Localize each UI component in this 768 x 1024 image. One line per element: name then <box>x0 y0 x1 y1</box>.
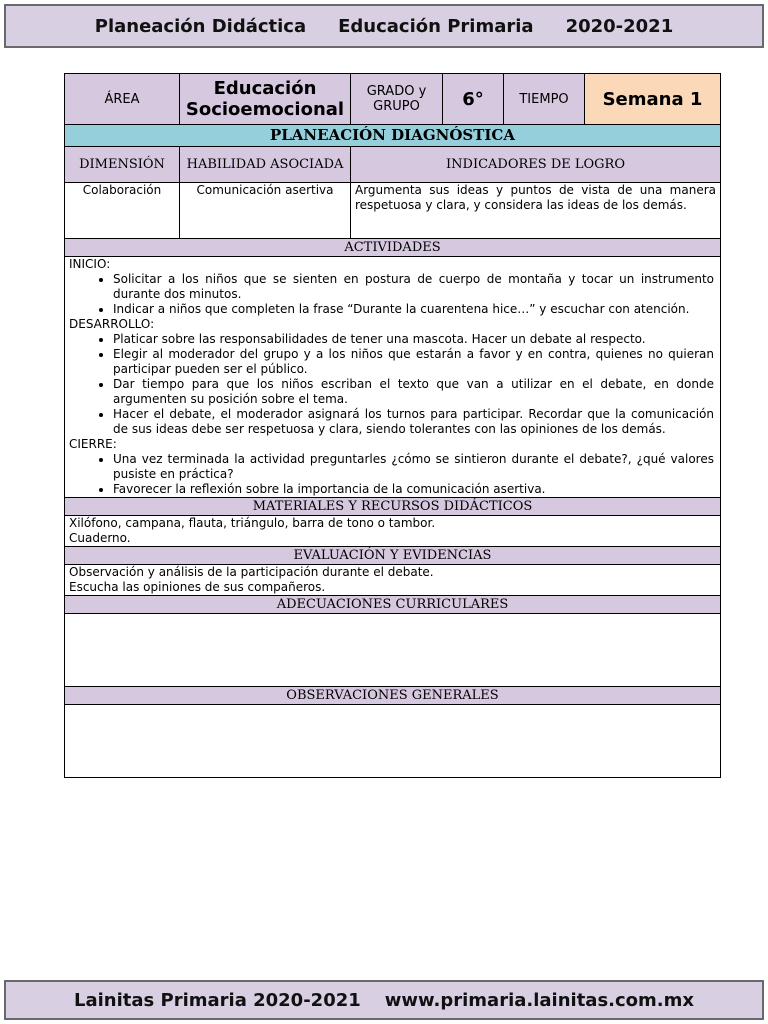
area-label: ÁREA <box>65 74 180 125</box>
habilidad-value: Comunicación asertiva <box>180 183 351 239</box>
list-item: • Dar tiempo para que los niños escriban el texto que van a utilizar en el debate, en donde argumenten su posición sobre el tema. <box>113 377 714 407</box>
tiempo-label: TIEMPO <box>504 74 585 125</box>
observaciones-content[interactable] <box>65 705 721 778</box>
desarrollo-list <box>69 332 714 437</box>
evaluacion-line: Escucha las opiniones de sus compañeros. <box>69 580 326 594</box>
list-item: • Solicitar a los niños que se sienten en postura de cuerpo de montaña y tocar un instrumento durante dos minutos. <box>113 272 714 302</box>
dimension-label: DIMENSIÓN <box>65 147 180 183</box>
list-item: • Favorecer la reflexión sobre la importancia de la comunicación asertiva. <box>113 482 714 497</box>
tiempo-value: Semana 1 <box>585 74 721 125</box>
evaluacion-line: Observación y análisis de la participación durante el debate. <box>69 565 434 579</box>
list-item: • Platicar sobre las responsabilidades de tener una mascota. Hacer un debate al respecto. <box>113 332 714 347</box>
area-value: Educación Socioemocional <box>180 74 351 125</box>
plan-title: PLANEACIÓN DIAGNÓSTICA <box>65 125 721 147</box>
list-item: • Una vez terminada la actividad preguntarles ¿cómo se sintieron durante el debate?, ¿qué valores pusiste en práctica? <box>113 452 714 482</box>
indicadores-value: Argumenta sus ideas y puntos de vista de una manera respetuosa y clara, y considera las ideas de los demás. <box>351 183 721 239</box>
cierre-label: CIERRE: <box>69 437 117 451</box>
inicio-list <box>69 272 714 317</box>
footer-site-name: Lainitas Primaria 2020-2021 <box>74 989 361 1011</box>
header-level: Educación Primaria <box>338 15 534 37</box>
list-item: • Elegir al moderador del grupo y a los niños que estarán a favor y en contra, quienes no quieran participar pueden ser el público. <box>113 347 714 377</box>
list-item: • Indicar a niños que completen la frase “Durante la cuarentena hice…” y escuchar con atención. <box>113 302 714 317</box>
materiales-line: Cuaderno. <box>69 531 131 545</box>
materiales-line: Xilófono, campana, flauta, triángulo, barra de tono o tambor. <box>69 516 436 530</box>
desarrollo-label: DESARROLLO: <box>69 317 155 331</box>
page-header-banner <box>4 4 764 48</box>
adecuaciones-label: ADECUACIONES CURRICULARES <box>65 596 721 614</box>
materiales-content <box>65 516 721 547</box>
grado-value: 6° <box>443 74 504 125</box>
inicio-label: INICIO: <box>69 257 111 271</box>
actividades-content <box>65 257 721 498</box>
footer-url[interactable]: www.primaria.lainitas.com.mx <box>384 989 694 1011</box>
habilidad-label: HABILIDAD ASOCIADA <box>180 147 351 183</box>
evaluacion-content <box>65 565 721 596</box>
grado-label: GRADO y GRUPO <box>351 74 443 125</box>
page-footer-banner <box>4 980 764 1020</box>
cierre-list <box>69 452 714 497</box>
adecuaciones-content[interactable] <box>65 614 721 687</box>
evaluacion-label: EVALUACIÓN Y EVIDENCIAS <box>65 547 721 565</box>
dimension-value: Colaboración <box>65 183 180 239</box>
indicadores-label: INDICADORES DE LOGRO <box>351 147 721 183</box>
header-doc-type: Planeación Didáctica <box>94 15 307 37</box>
header-school-year: 2020-2021 <box>565 15 674 37</box>
planning-table <box>64 73 721 778</box>
observaciones-label: OBSERVACIONES GENERALES <box>65 687 721 705</box>
materiales-label: MATERIALES Y RECURSOS DIDÁCTICOS <box>65 498 721 516</box>
actividades-label: ACTIVIDADES <box>65 239 721 257</box>
list-item: • Hacer el debate, el moderador asignará los turnos para participar. Recordar que la comunicación de sus ideas debe ser respetuosa y clara, siendo tolerantes con las opiniones de los demás. <box>113 407 714 437</box>
